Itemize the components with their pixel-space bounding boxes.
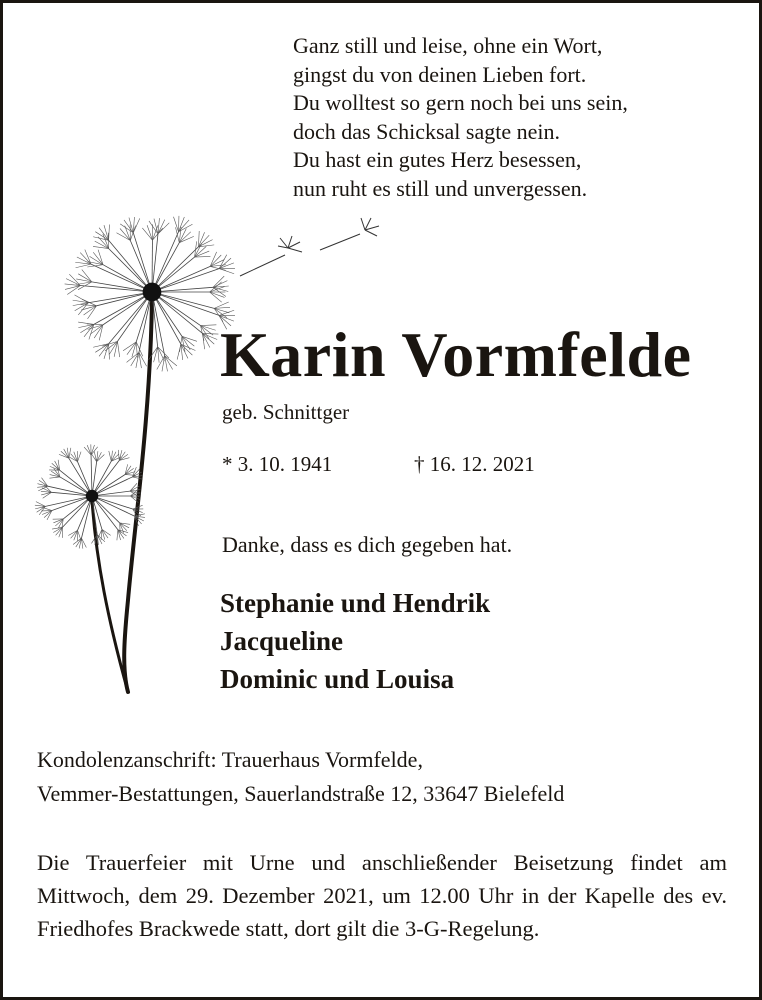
birth-date: * 3. 10. 1941 — [222, 452, 333, 476]
poem-line: Du wolltest so gern noch bei uns sein, — [293, 90, 628, 115]
ceremony-notice: Die Trauerfeier mit Urne und anschließender Beisetzung findet am Mittwoch, dem 29. Dezember 2021, um 12.00 Uhr in der Kapelle des ev. Friedhofes Brackwede statt, dort gilt die 3-G-Regelung. — [37, 850, 727, 941]
address-line: Vemmer-Bestattungen, Sauerlandstraße 12, 33647 Bielefeld — [37, 781, 565, 806]
poem — [293, 32, 628, 203]
poem-line: gingst du von deinen Lieben fort. — [293, 61, 587, 87]
thanks-line: Danke, dass es dich gegeben hat. — [222, 532, 513, 557]
family-list — [220, 584, 490, 698]
poem-line: Ganz still und leise, ohne ein Wort, — [293, 33, 603, 58]
poem-line: nun ruht es still und unvergessen. — [293, 175, 588, 201]
family-member: Stephanie und Hendrik — [220, 588, 491, 618]
family-member: Jacqueline — [220, 626, 344, 656]
death-date: † 16. 12. 2021 — [414, 452, 535, 476]
poem-line: doch das Schicksal sagte nein. — [293, 118, 560, 144]
deceased-name: Karin Vormfelde — [220, 319, 692, 390]
flying-seeds — [240, 218, 379, 276]
poem-line: Du hast ein gutes Herz besessen, — [293, 147, 582, 172]
birth-name: geb. Schnittger — [222, 400, 350, 424]
address-line: Kondolenzanschrift: Trauerhaus Vormfelde, — [37, 747, 423, 772]
condolence-address — [37, 743, 564, 811]
small-dandelion-head — [35, 444, 145, 548]
family-member: Dominic und Louisa — [220, 664, 455, 694]
